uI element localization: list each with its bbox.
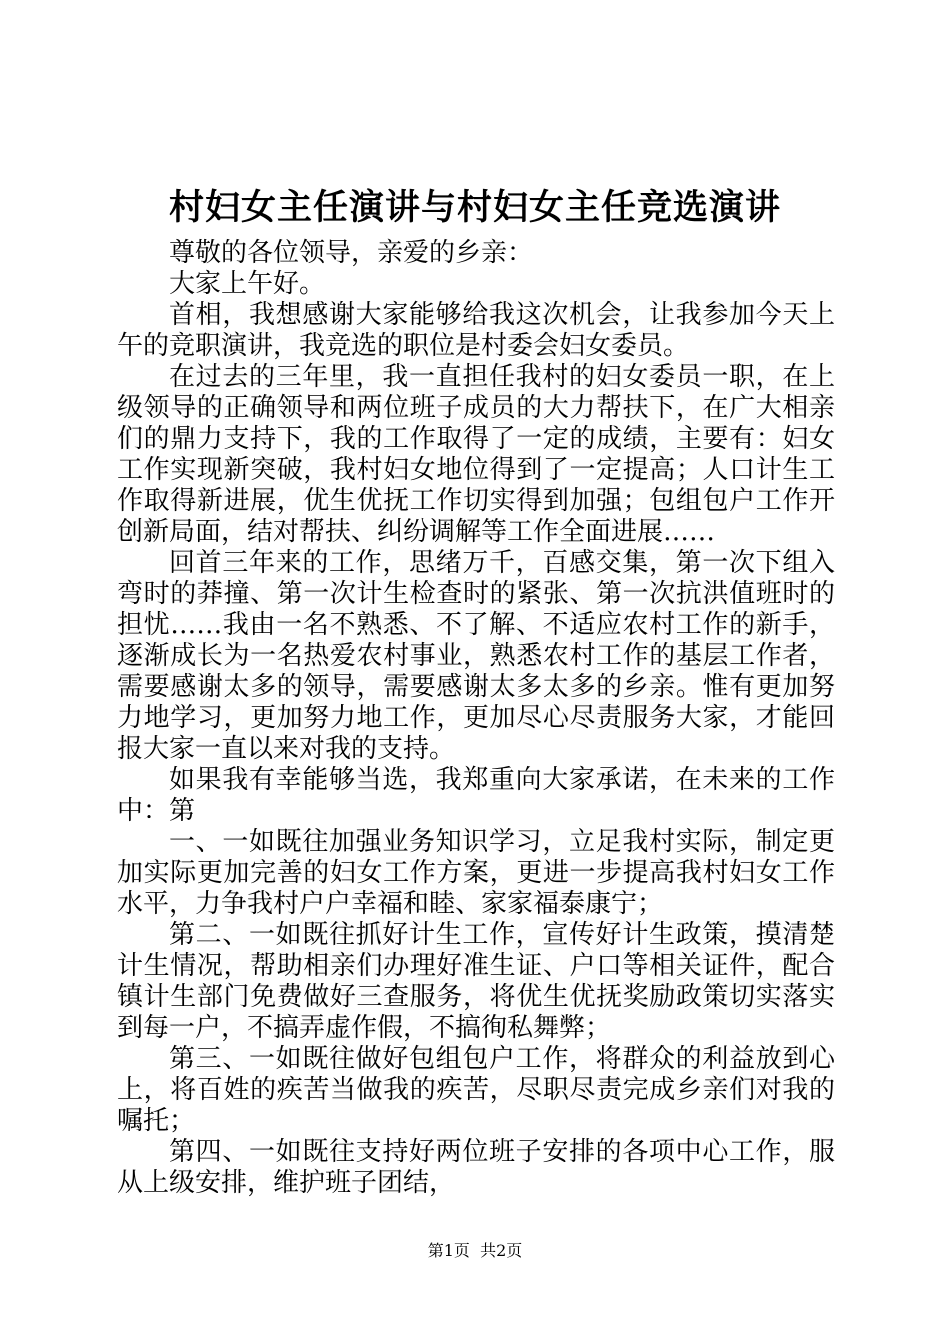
document-title: 村妇女主任演讲与村妇女主任竞选演讲 — [168, 187, 781, 228]
salutation: 尊敬的各位领导，亲爱的乡亲： — [169, 238, 534, 268]
paragraph-reflection: 回首三年来的工作，思绪万千，百感交集，第一次下组入弯时的莽撞、第一次计生检查时的紧张、第一次抗洪值班时的担忧……我由一名不熟悉、不了解、不适应农村工作的新手，逐渐成长为一名热爱农村事业，熟悉农村工作的基层工作者，需要感谢太多的领导，需要感谢太多太多的乡亲。惟有更加努力地学习，更加努力地工作，更加尽心尽责服务大家，才能回报大家一直以来对我的支持。 — [117, 548, 835, 764]
page-footer — [0, 1241, 950, 1261]
paragraph-promise-4: 第四、一如既往支持好两位班子安排的各项中心工作，服从上级安排，维护班子团结， — [117, 1137, 835, 1198]
paragraph-promise-2: 第二、一如既往抓好计生工作，宣传好计生政策，摸清楚计生情况，帮助相亲们办理好准生证、户口等相关证件，配合镇计生部门免费做好三查服务，将优生优抚奖励政策切实落实到每一户，不搞弄虚作假，不搞徇私舞弊； — [117, 920, 835, 1043]
paragraph-past-work: 在过去的三年里，我一直担任我村的妇女委员一职，在上级领导的正确领导和两位班子成员的大力帮扶下，在广大相亲们的鼎力支持下，我的工作取得了一定的成绩，主要有：妇女工作实现新突破，我村妇女地位得到了一定提高；人口计生工作取得新进展，优生优抚工作切实得到加强；包组包户工作开创新局面，结对帮扶、纠纷调解等工作全面进展…… — [117, 362, 835, 547]
page-number: 第1页 共2页 — [427, 1241, 523, 1260]
greeting: 大家上午好。 — [169, 269, 326, 299]
document-body — [117, 238, 835, 1199]
paragraph-promise-intro: 如果我有幸能够当选，我郑重向大家承诺，在未来的工作中：第 — [117, 765, 835, 826]
paragraph-promise-3: 第三、一如既往做好包组包户工作，将群众的利益放到心上，将百姓的疾苦当做我的疾苦，尽职尽责完成乡亲们对我的嘱托； — [117, 1044, 835, 1136]
paragraph-promise-1: 一、一如既往加强业务知识学习，立足我村实际，制定更加实际更加完善的妇女工作方案，更进一步提高我村妇女工作水平，力争我村户户幸福和睦、家家福泰康宁； — [117, 827, 835, 919]
paragraph-opening: 首相，我想感谢大家能够给我这次机会，让我参加今天上午的竞职演讲，我竞选的职位是村委会妇女委员。 — [117, 300, 835, 361]
